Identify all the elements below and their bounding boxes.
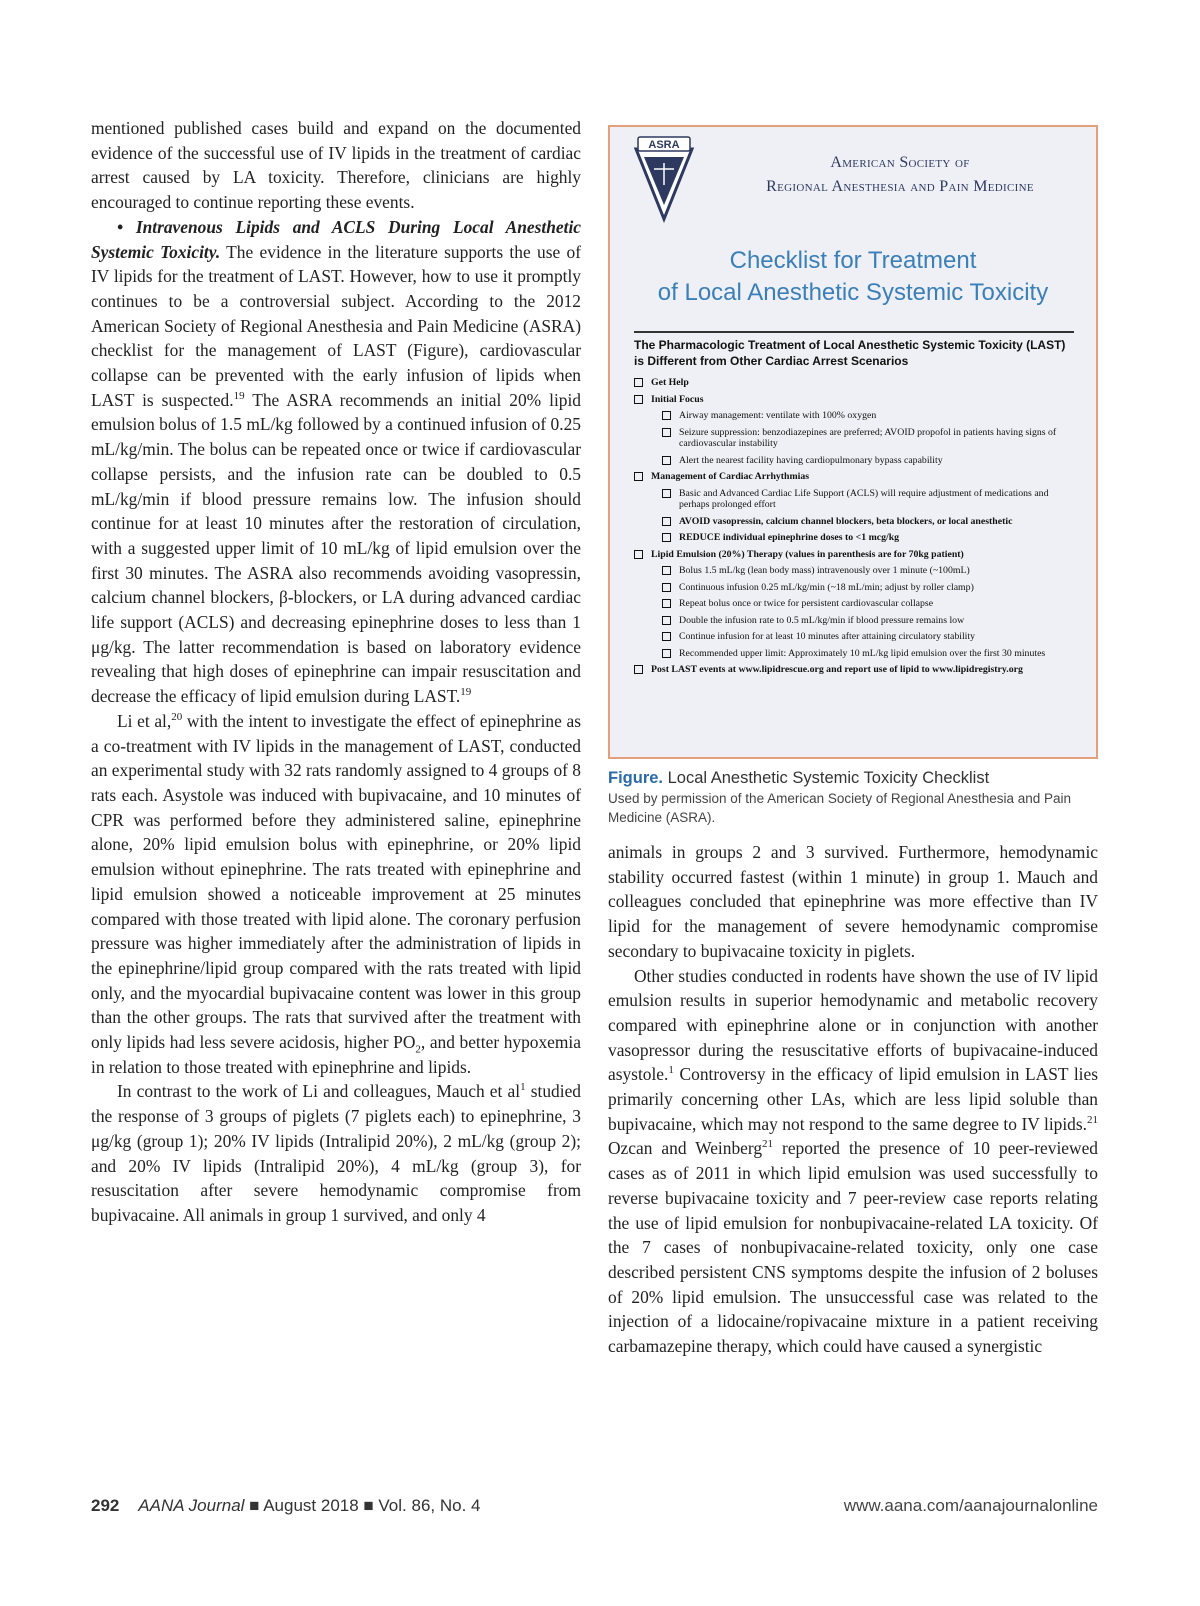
- checkbox-icon: [662, 566, 671, 575]
- section-heading: • Intravenous Lipids and ACLS During Local Anesthetic Systemic Toxicity.: [91, 216, 581, 262]
- subscript: 2: [415, 1043, 421, 1056]
- checklist-item: Lipid Emulsion (20%) Therapy (values in parenthesis are for 70kg patient): [634, 549, 1079, 561]
- checkbox-icon: [634, 395, 643, 404]
- checkbox-icon: [634, 550, 643, 559]
- issue-date: August 2018: [263, 1496, 359, 1515]
- checkbox-icon: [662, 489, 671, 498]
- page-number: 292: [91, 1496, 120, 1515]
- checklist: [634, 377, 1079, 681]
- paragraph: Other studies conducted in rodents have shown the use of IV lipid emulsion results in superior hemodynamic and metabolic recovery compared with epinephrine alone or in conjunction with another vasopressor during the resuscitative efforts of bupivacaine-induced asystole.$^1$ Controversy in the efficacy of lipid emulsion in LAST lies primarily concerning other LAs, which are less lipid soluble than bupivacaine, which may not respond to the same degree to IV lipids.$^{21}$ Ozcan and Weinberg$^{21}$ reported the presence of 10 peer-reviewed cases as of 2011 in which lipid emulsion was used successfully to reverse bupivacaine toxicity and 7 peer-review case reports relating the use of lipid emulsion for nonbupivacaine-related LA toxicity. Of the 7 cases of nonbupivacaine-related toxicity, only one case described persistent CNS symptoms despite the infusion of 2 boluses of 20% lipid emulsion. The unsuccessful case was related to the injection of a lidocaine/ropivacaine mixture in a patient receiving carbamazepine therapy, which could have caused a synergistic: [608, 965, 1098, 1357]
- checklist-item: Post LAST events at www.lipidrescue.org and report use of lipid to www.lipidregistry.org: [634, 664, 1079, 676]
- paragraph: Li et al,$^{20}$ with the intent to investigate the effect of epinephrine as a co-treatment with IV lipids in the management of LAST, conducted an experimental study with 32 rats randomly assigned to 4 groups of 8 rats each. Asystole was induced with bupivacaine, and 10 minutes of CPR was performed before they administered saline, epinephrine alone, 20% lipid emulsion bolus with epinephrine, or 20% lipid emulsion without epinephrine. The rats treated with epinephrine and lipid emulsion showed a noticeable improvement at 25 minutes compared with those treated with lipid alone. The coronary perfusion pressure was higher immediately after the administration of lipids in the epinephrine/lipid group compared with the rats treated with lipid only, and the myocardial bupivacaine content was lower in this group than the other groups. The rats that survived after the treatment with only lipids had less severe acidosis, higher $PO_2$, and better hypoxemia in relation to those treated with epinephrine and lipids.: [91, 710, 581, 1077]
- checkbox-icon: [662, 428, 671, 437]
- journal-name: AANA Journal: [138, 1496, 245, 1515]
- checklist-item: Management of Cardiac Arrhythmias: [634, 471, 1079, 483]
- asra-logo: [632, 135, 696, 223]
- left-text-column: [91, 116, 581, 1228]
- checklist-subitem: Repeat bolus once or twice for persistent cardiovascular collapse: [662, 598, 1079, 610]
- asra-checklist-figure: [608, 125, 1098, 759]
- checkbox-icon: [634, 665, 643, 674]
- checklist-item: Get Help: [634, 377, 1079, 389]
- reference-superscript: 20: [171, 711, 183, 724]
- checklist-subitem: REDUCE individual epinephrine doses to <1 mcg/kg: [662, 532, 1079, 544]
- checklist-subitem: Seizure suppression: benzodiazepines are preferred; AVOID propofol in patients having signs of cardiovascular instability: [662, 427, 1079, 450]
- page-footer: 292 AANA Journal ■ August 2018 ■ Vol. 86, No. 4 www.aana.com/aanajournalonline: [91, 1496, 1098, 1515]
- paragraph: • Intravenous Lipids and ACLS During Local Anesthetic Systemic Toxicity. The evidence in the literature supports the use of IV lipids for the treatment of LAST. However, how to use it promptly continues to be a controversial subject. According to the 2012 American Society of Regional Anesthesia and Pain Medicine (ASRA) checklist for the management of LAST (Figure), cardiovascular collapse can be prevented with the early infusion of lipids when LAST is suspected.$^{19}$ The ASRA recommends an initial 20% lipid emulsion bolus of 1.5 mL/kg followed by a continued infusion of 0.25 mL/kg/min. The bolus can be repeated once or twice if cardiovascular collapse persists, and the infusion rate can be doubled to 0.5 mL/kg/min if blood pressure remains low. The infusion should continue for at least 10 minutes after the restoration of circulation, with a suggested upper limit of 10 mL/kg of lipid emulsion over the first 30 minutes. The ASRA also recommends avoiding vasopressin, calcium channel blockers, β-blockers, or LA during advanced cardiac life support (ACLS) and decreasing epinephrine doses to less than 1 μg/kg. The latter recommendation is based on laboratory evidence revealing that high doses of epinephrine can impair resuscitation and decrease the efficacy of lipid emulsion during LAST.$^{19}$: [91, 216, 581, 707]
- reference-superscript: 21: [762, 1138, 774, 1151]
- paragraph: In contrast to the work of Li and colleagues, Mauch et $al^1$ studied the response of 3 groups of piglets (7 piglets each) to epinephrine, 3 μg/kg (group 1); 20% IV lipids (Intralipid 20%), 2 mL/kg (group 2); and 20% IV lipids (Intralipid 20%), 4 mL/kg (group 3), for resuscitation after severe hemodynamic compromise from bupivacaine. All animals in group 1 survived, and only 4: [91, 1081, 581, 1225]
- volume: Vol. 86, No. 4: [378, 1496, 481, 1515]
- checkbox-icon: [634, 472, 643, 481]
- checklist-item: Initial Focus: [634, 394, 1079, 406]
- logo-text: ASRA: [648, 139, 680, 151]
- checklist-subitem: Continue infusion for at least 10 minutes after attaining circulatory stability: [662, 631, 1079, 643]
- checklist-subitem: AVOID vasopressin, calcium channel blockers, beta blockers, or local anesthetic: [662, 516, 1079, 528]
- checkbox-icon: [634, 378, 643, 387]
- divider: [634, 331, 1074, 333]
- journal-url[interactable]: www.aana.com/aanajournalonline: [843, 1496, 1098, 1515]
- right-text-column: [608, 840, 1098, 1359]
- checklist-subitem: Continuous infusion 0.25 mL/kg/min (~18 mL/min; adjust by roller clamp): [662, 582, 1079, 594]
- checkbox-icon: [662, 649, 671, 658]
- reference-superscript: 1: [668, 1064, 674, 1077]
- checkbox-icon: [662, 517, 671, 526]
- organization-name: American Society of Regional Anesthesia and Pain Medicine: [766, 154, 1034, 195]
- reference-superscript: 21: [1087, 1113, 1098, 1126]
- reference-superscript: 1: [520, 1081, 526, 1094]
- caption-note: Used by permission of the American Society of Regional Anesthesia and Pain Medicine (ASRA).: [608, 791, 1072, 825]
- checkbox-icon: [662, 411, 671, 420]
- checklist-heading: The Pharmacologic Treatment of Local Anesthetic Systemic Toxicity (LAST) is Different from Other Cardiac Arrest Scenarios: [634, 338, 1066, 368]
- checklist-subitem: Recommended upper limit: Approximately 10 mL/kg lipid emulsion over the first 30 minutes: [662, 648, 1079, 660]
- caption-title: Local Anesthetic Systemic Toxicity Checklist: [663, 769, 990, 787]
- paragraph: animals in groups 2 and 3 survived. Furthermore, hemodynamic stability occurred fastest (within 1 minute) in group 1. Mauch and colleagues concluded that epinephrine was more effective than IV lipid for the management of severe hemodynamic compromise secondary to bupivacaine toxicity in piglets.: [608, 842, 1098, 961]
- figure-caption: [608, 768, 1098, 827]
- checkbox-icon: [662, 533, 671, 542]
- checkbox-icon: [662, 632, 671, 641]
- paragraph: mentioned published cases build and expand on the documented evidence of the successful use of IV lipids in the treatment of cardiac arrest caused by LA toxicity. Therefore, clinicians are highly encouraged to continue reporting these events.: [91, 118, 581, 213]
- reference-superscript: 19: [233, 389, 245, 402]
- reference-superscript: 19: [460, 686, 472, 699]
- checkbox-icon: [662, 616, 671, 625]
- checklist-title: Checklist for Treatment of Local Anesthetic Systemic Toxicity: [657, 247, 1049, 306]
- checklist-subitem: Double the infusion rate to 0.5 mL/kg/min if blood pressure remains low: [662, 615, 1079, 627]
- checklist-subitem: Basic and Advanced Cardiac Life Support (ACLS) will require adjustment of medications and perhaps prolonged effort: [662, 488, 1079, 511]
- checklist-subitem: Bolus 1.5 mL/kg (lean body mass) intravenously over 1 minute (~100mL): [662, 565, 1079, 577]
- checkbox-icon: [662, 583, 671, 592]
- caption-label: Figure.: [608, 769, 664, 787]
- checklist-subitem: Airway management: ventilate with 100% oxygen: [662, 410, 1079, 422]
- checkbox-icon: [662, 599, 671, 608]
- checklist-subitem: Alert the nearest facility having cardiopulmonary bypass capability: [662, 455, 1079, 467]
- checkbox-icon: [662, 456, 671, 465]
